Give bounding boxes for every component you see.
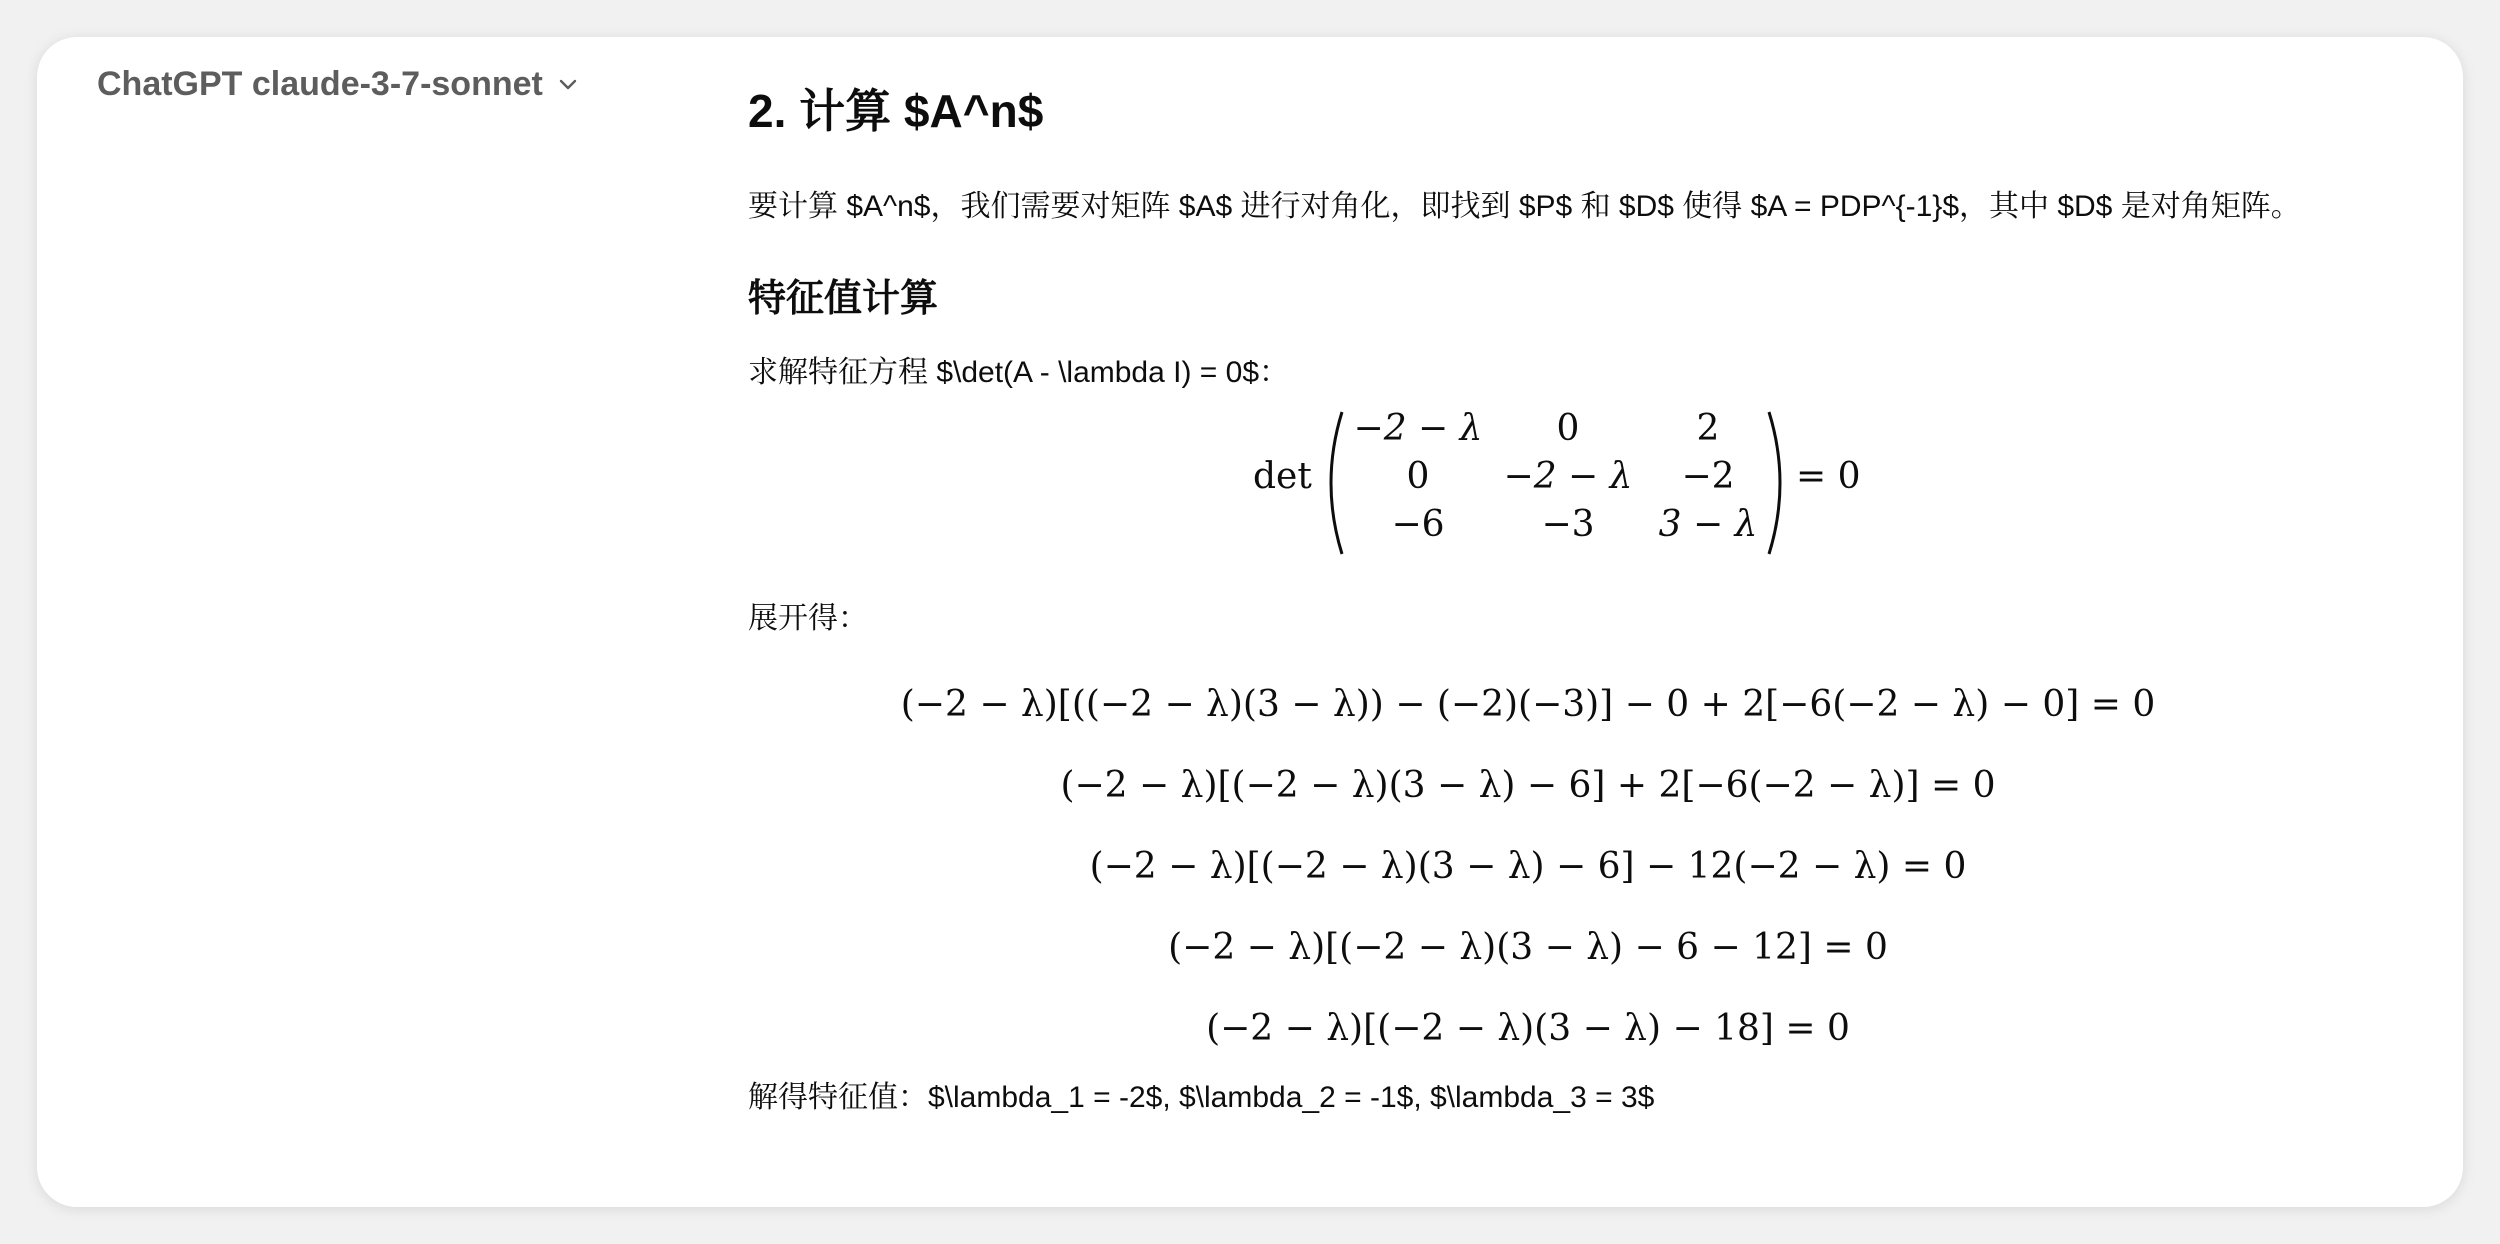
subheading-eigenvalues: 特征值计算 — [748, 278, 939, 320]
eigenvalue-result: 解得特征值：$\lambda_1 = -2$, $\lambda_2 = -1$, $\lambda_3 = 3$ — [748, 1081, 1655, 1114]
model-selector-label: ChatGPT claude-3-7-sonnet — [97, 65, 543, 103]
message-content — [748, 81, 2308, 1123]
matrix-cell: 0 — [1556, 408, 1580, 449]
expansion-equations — [748, 664, 2308, 1069]
intro-paragraph: 要计算 $A^n$，我们需要对矩阵 $A$ 进行对角化，即找到 $P$ 和 $D$ 使得 $A = PDP^{-1}$，其中 $D$ 是对角矩阵。 — [748, 190, 2301, 223]
characteristic-equation-intro: 求解特征方程 $\det(A - \lambda I) = 0$： — [748, 356, 1290, 389]
matrix-cell: −2 − λ — [1353, 408, 1483, 449]
matrix-cell: 2 — [1696, 408, 1720, 449]
matrix-cell: 0 — [1406, 456, 1430, 497]
determinant-equation — [748, 408, 2308, 568]
matrix-cell: −6 — [1391, 504, 1445, 545]
matrix-cell: −3 — [1541, 504, 1595, 545]
equation-line: (−2 − λ)[((−2 − λ)(3 − λ)) − (−2)(−3)] − 0 + 2[−6(−2 − λ) − 0] = 0 — [900, 684, 2156, 725]
chat-window — [37, 37, 2463, 1207]
left-paren — [1318, 408, 1348, 558]
equation-line: (−2 − λ)[(−2 − λ)(3 − λ) − 18] = 0 — [1206, 1008, 1850, 1049]
equation-line: (−2 − λ)[(−2 − λ)(3 − λ) − 6] − 12(−2 − λ) = 0 — [1089, 846, 1967, 887]
chevron-down-icon — [557, 74, 579, 96]
det-rhs: = 0 — [1796, 456, 1861, 497]
expand-label: 展开得： — [748, 602, 868, 635]
matrix-cell: −2 — [1681, 456, 1735, 497]
equation-line: (−2 − λ)[(−2 − λ)(3 − λ) − 6] + 2[−6(−2 − λ)] = 0 — [1060, 765, 1996, 806]
section-heading: 2. 计算 $A^n$ — [748, 85, 1044, 137]
right-paren — [1763, 408, 1793, 558]
matrix-cell: 3 − λ — [1658, 504, 1758, 545]
det-label: det — [1253, 456, 1312, 497]
model-selector[interactable] — [97, 65, 579, 104]
equation-line: (−2 − λ)[(−2 − λ)(3 − λ) − 6 − 12] = 0 — [1168, 927, 1888, 968]
matrix-cell: −2 − λ — [1503, 456, 1633, 497]
